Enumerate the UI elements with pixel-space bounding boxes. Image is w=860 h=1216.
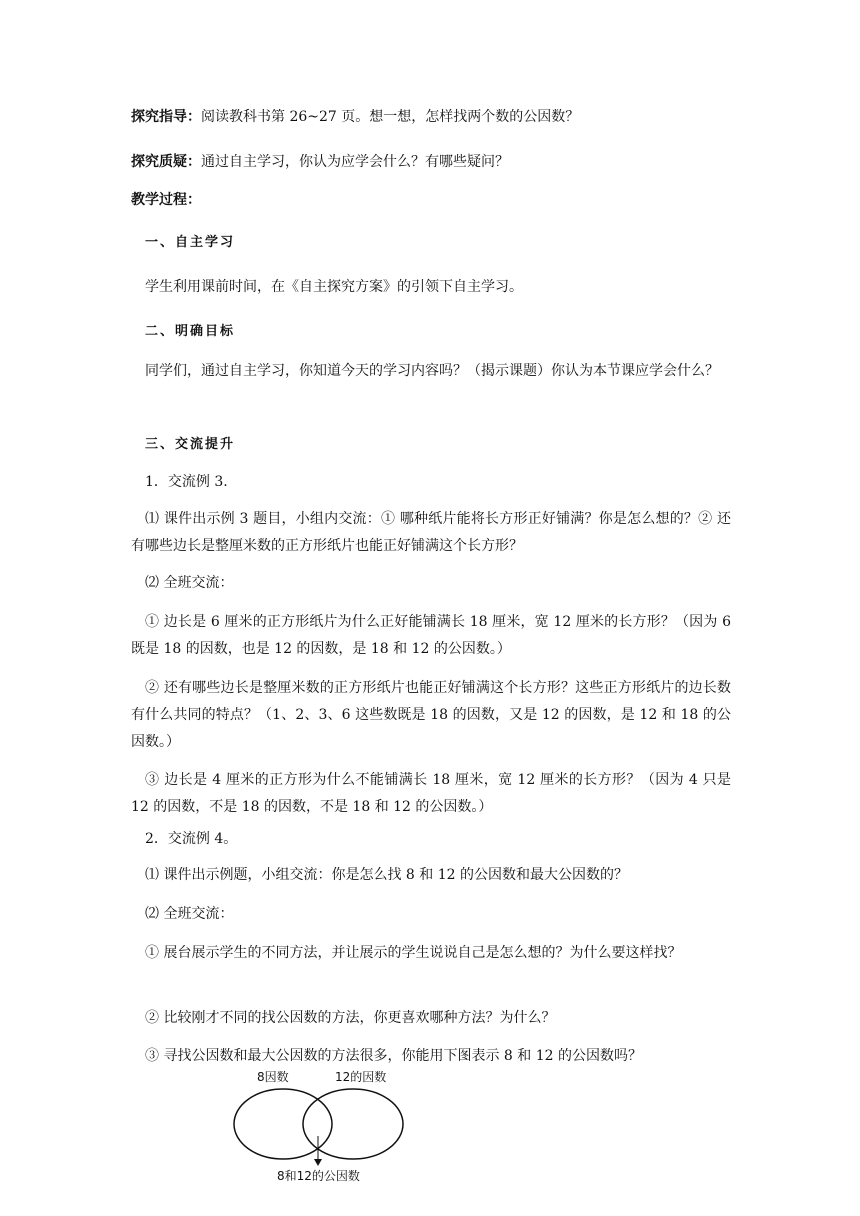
venn-left-label: 8因数: [257, 1070, 289, 1084]
item-2-answer-2: ② 比较刚才不同的找公因数的方法，你更喜欢哪种方法？为什么？: [145, 1010, 556, 1026]
item-1-para-2: ⑵ 全班交流：: [145, 575, 234, 591]
process-heading: 教学过程：: [131, 192, 201, 208]
section-1-title: 一、自主学习: [145, 235, 236, 250]
section-2-text: 同学们，通过自主学习，你知道今天的学习内容吗？（揭示课题）你认为本节课应学会什么？: [145, 363, 719, 379]
question-label: 探究质疑：: [131, 154, 201, 170]
venn-right-label: 12的因数: [335, 1070, 387, 1084]
item-2-answer-1: ① 展台展示学生的不同方法，并让展示的学生说说自己是怎么想的？为什么要这样找？: [145, 945, 682, 961]
item-1-para-1: ⑴ 课件出示例 3 题目，小组内交流：① 哪种纸片能将长方形正好铺满？你是怎么想的？② 还有哪些边长是整厘米数的正方形纸片也能正好铺满这个长方形？: [131, 511, 731, 554]
item-2-para-2: ⑵ 全班交流：: [145, 906, 234, 922]
question-line: [131, 152, 509, 172]
section-2-title: 二、明确目标: [145, 324, 236, 339]
section-3-title: 三、交流提升: [145, 437, 236, 452]
venn-diagram: [225, 1068, 425, 1188]
guide-line: [131, 107, 579, 127]
item-1-answer-1: ① 边长是 6 厘米的正方形纸片为什么正好能铺满长 18 厘米，宽 12 厘米的长方形？（因为 6 既是 18 的因数，也是 12 的因数，是 18 和 12 的公因数。）: [131, 614, 731, 657]
item-2-answer-3: ③ 寻找公因数和最大公因数的方法很多，你能用下图表示 8 和 12 的公因数吗？: [145, 1048, 642, 1064]
section-1-text: 学生利用课前时间，在《自主探究方案》的引领下自主学习。: [145, 279, 523, 295]
item-2-heading: 2．交流例 4。: [145, 831, 238, 847]
item-2-para-1: ⑴ 课件出示例题，小组交流：你是怎么找 8 和 12 的公因数和最大公因数的？: [145, 867, 628, 883]
question-text: 通过自主学习，你认为应学会什么？有哪些疑问？: [201, 154, 509, 170]
item-1-heading: 1．交流例 3.: [145, 474, 228, 490]
venn-bottom-label: 8和12的公因数: [277, 1169, 360, 1183]
item-1-answer-2: ② 还有哪些边长是整厘米数的正方形纸片也能正好铺满这个长方形？这些正方形纸片的边长数有什么共同的特点？（1、2、3、6 这些数既是 18 的因数，又是 12 的因数，是 12 和 18 的公因数。）: [131, 680, 731, 750]
venn-arrow-head: [314, 1159, 322, 1166]
guide-label: 探究指导：: [131, 109, 201, 125]
item-1-answer-3: ③ 边长是 4 厘米的正方形为什么不能铺满长 18 厘米，宽 12 厘米的长方形？（因为 4 只是 12 的因数，不是 18 的因数，不是 18 和 12 的公因数。）: [131, 772, 731, 815]
guide-text: 阅读教科书第 26~27 页。想一想，怎样找两个数的公因数？: [201, 109, 580, 125]
